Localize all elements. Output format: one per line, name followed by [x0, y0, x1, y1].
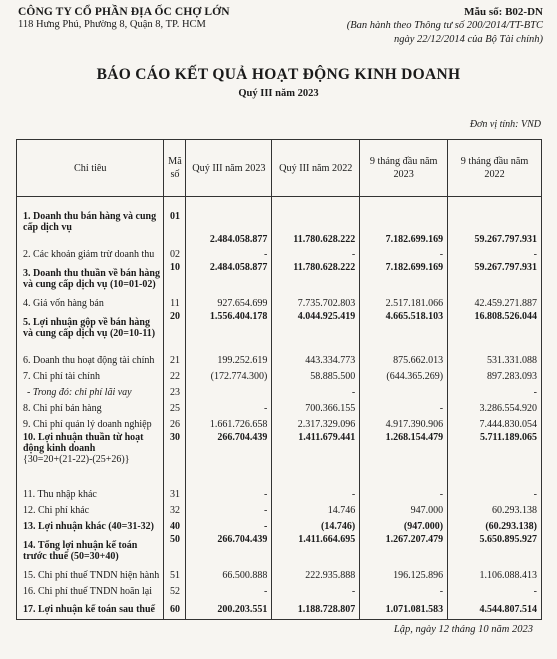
circular-line-1: (Ban hành theo Thông tư số 200/2014/TT-BTC: [346, 20, 543, 31]
cell-9m-2023: 1.267.207.479: [360, 534, 448, 567]
header-q3-2023: Quý III năm 2023: [186, 140, 272, 197]
table-row: [17, 368, 542, 384]
currency-unit: Đơn vị tính: VND: [469, 119, 541, 130]
row-label: 16. Chi phí thuế TNDN hoãn lại: [17, 583, 164, 599]
cell-q3-2022: -: [272, 246, 360, 262]
cell-9m-2022: -: [448, 246, 542, 262]
cell-q3-2023: 2.484.058.877: [186, 262, 272, 295]
table-row: [17, 518, 542, 534]
cell-9m-2022: 59.267.797.931: [448, 262, 542, 295]
row-label: 12. Chi phí khác: [17, 502, 164, 518]
cell-9m-2022: 897.283.093: [448, 368, 542, 384]
table-row: [17, 502, 542, 518]
cell-9m-2022: 4.544.807.514: [448, 599, 542, 620]
cell-q3-2022: 11.780.628.222: [272, 262, 360, 295]
cell-q3-2022: 4.044.925.419: [272, 311, 360, 344]
cell-9m-2023: -: [360, 583, 448, 599]
cell-q3-2022: 222.935.888: [272, 567, 360, 583]
cell-q3-2022: 11.780.628.222: [272, 197, 360, 247]
cell-9m-2023: 2.517.181.066: [360, 295, 448, 311]
cell-q3-2023: -: [186, 400, 272, 416]
cell-q3-2023: 1.661.726.658: [186, 416, 272, 432]
report-period: Quý III năm 2023: [238, 88, 319, 99]
company-address: 118 Hưng Phú, Phường 8, Quận 8, TP. HCM: [18, 19, 206, 30]
cell-q3-2023: -: [186, 518, 272, 534]
row-label: 2. Các khoản giảm trừ doanh thu: [17, 246, 164, 262]
row-code: 52: [164, 583, 186, 599]
row-label: 8. Chi phí bán hàng: [17, 400, 164, 416]
table-header-row: [17, 140, 542, 197]
row-code: 30: [164, 432, 186, 478]
report-date-line: Lập, ngày 12 tháng 10 năm 2023: [393, 624, 533, 635]
cell-q3-2023: -: [186, 502, 272, 518]
cell-9m-2022: 16.808.526.044: [448, 311, 542, 344]
cell-9m-2022: 531.331.088: [448, 352, 542, 368]
row-code: 01: [164, 197, 186, 247]
cell-9m-2023: -: [360, 486, 448, 502]
cell-q3-2023: 199.252.619: [186, 352, 272, 368]
cell-q3-2022: 2.317.329.096: [272, 416, 360, 432]
row-code: 40: [164, 518, 186, 534]
cell-q3-2022: 443.334.773: [272, 352, 360, 368]
row-label: 7. Chi phí tài chính: [17, 368, 164, 384]
row-code: 51: [164, 567, 186, 583]
cell-9m-2023: (947.000): [360, 518, 448, 534]
row-code: 60: [164, 599, 186, 620]
row-label: 5. Lợi nhuận gộp về bán hàng và cung cấp dịch vụ (20=10-11): [17, 311, 164, 344]
cell-q3-2023: 66.500.888: [186, 567, 272, 583]
table-row: [17, 246, 542, 262]
company-name: CÔNG TY CỔ PHẦN ĐỊA ỐC CHỢ LỚN: [18, 6, 230, 18]
cell-q3-2022: 14.746: [272, 502, 360, 518]
cell-9m-2022: 1.106.088.413: [448, 567, 542, 583]
cell-q3-2022: -: [272, 583, 360, 599]
table-row: [17, 262, 542, 295]
form-info: [347, 6, 543, 46]
cell-9m-2023: 4.917.390.906: [360, 416, 448, 432]
cell-q3-2023: 2.484.058.877: [186, 197, 272, 247]
circular-line-2: ngày 22/12/2014 của Bộ Tài chính): [393, 34, 543, 45]
row-code: 32: [164, 502, 186, 518]
cell-9m-2023: 196.125.896: [360, 567, 448, 583]
row-code: 22: [164, 368, 186, 384]
cell-9m-2022: 59.267.797.931: [448, 197, 542, 247]
cell-9m-2023: -: [360, 246, 448, 262]
cell-9m-2022: 5.711.189.065: [448, 432, 542, 478]
cell-9m-2023: 7.182.699.169: [360, 262, 448, 295]
table-row: [17, 295, 542, 311]
spacer-row: [17, 344, 542, 352]
cell-9m-2023: -: [360, 400, 448, 416]
cell-q3-2022: 700.366.155: [272, 400, 360, 416]
cell-9m-2022: 7.444.830.054: [448, 416, 542, 432]
cell-9m-2023: (644.365.269): [360, 368, 448, 384]
cell-9m-2022: -: [448, 486, 542, 502]
cell-q3-2023: -: [186, 246, 272, 262]
header-code: Mã số: [164, 140, 186, 197]
row-code: 10: [164, 262, 186, 295]
header-item: Chỉ tiêu: [17, 140, 164, 197]
cell-q3-2023: 200.203.551: [186, 599, 272, 620]
header-9m-2023: 9 tháng đầu năm 2023: [360, 140, 448, 197]
table-row: [17, 384, 542, 400]
cell-9m-2022: -: [448, 384, 542, 400]
cell-q3-2022: 1.188.728.807: [272, 599, 360, 620]
cell-q3-2022: (14.746): [272, 518, 360, 534]
table-row: [17, 416, 542, 432]
row-label: 11. Thu nhập khác: [17, 486, 164, 502]
row-label: 6. Doanh thu hoạt động tài chính: [17, 352, 164, 368]
cell-9m-2023: 4.665.518.103: [360, 311, 448, 344]
cell-9m-2023: 875.662.013: [360, 352, 448, 368]
cell-q3-2022: -: [272, 486, 360, 502]
table-row: [17, 583, 542, 599]
row-label: 10. Lợi nhuận thuần từ hoạt động kinh doanh {30=20+(21-22)-(25+26)}: [17, 432, 164, 478]
row-code: 25: [164, 400, 186, 416]
income-statement-table: [16, 139, 542, 620]
cell-9m-2023: 1.071.081.583: [360, 599, 448, 620]
spacer-row: [17, 478, 542, 486]
cell-q3-2022: 7.735.702.803: [272, 295, 360, 311]
cell-q3-2023: -: [186, 583, 272, 599]
row-code: 31: [164, 486, 186, 502]
row-code: 50: [164, 534, 186, 567]
row-code: 23: [164, 384, 186, 400]
row-label: 4. Giá vốn hàng bán: [17, 295, 164, 311]
cell-q3-2023: 927.654.699: [186, 295, 272, 311]
row-code: 02: [164, 246, 186, 262]
form-code: Mẫu số: B02-DN: [464, 6, 543, 18]
row-code: 26: [164, 416, 186, 432]
cell-q3-2022: 1.411.664.695: [272, 534, 360, 567]
cell-q3-2023: -: [186, 486, 272, 502]
report-title: BÁO CÁO KẾT QUẢ HOẠT ĐỘNG KINH DOANH: [96, 66, 461, 83]
cell-9m-2023: [360, 384, 448, 400]
table-row: [17, 486, 542, 502]
cell-9m-2023: 947.000: [360, 502, 448, 518]
table-row: [17, 432, 542, 478]
cell-9m-2022: (60.293.138): [448, 518, 542, 534]
cell-q3-2022: 1.411.679.441: [272, 432, 360, 478]
table-row: [17, 567, 542, 583]
cell-q3-2023: 1.556.404.178: [186, 311, 272, 344]
row-label: - Trong đó: chi phí lãi vay: [17, 384, 164, 400]
cell-q3-2022: -: [272, 384, 360, 400]
cell-9m-2023: 7.182.699.169: [360, 197, 448, 247]
table-row: [17, 352, 542, 368]
cell-9m-2022: 42.459.271.887: [448, 295, 542, 311]
cell-q3-2023: 266.704.439: [186, 432, 272, 478]
row-code: 20: [164, 311, 186, 344]
row-code: 21: [164, 352, 186, 368]
cell-9m-2022: -: [448, 583, 542, 599]
cell-9m-2022: 3.286.554.920: [448, 400, 542, 416]
company-header: [18, 6, 230, 30]
cell-q3-2023: [186, 384, 272, 400]
table-row: [17, 400, 542, 416]
row-label: 1. Doanh thu bán hàng và cung cấp dịch vụ: [17, 197, 164, 247]
cell-9m-2022: 5.650.895.927: [448, 534, 542, 567]
row-label: 14. Tổng lợi nhuận kế toán trước thuế (50=30+40): [17, 534, 164, 567]
table-row: [17, 534, 542, 567]
row-label: 13. Lợi nhuận khác (40=31-32): [17, 518, 164, 534]
cell-q3-2022: 58.885.500: [272, 368, 360, 384]
table-row: [17, 197, 542, 247]
cell-9m-2022: 60.293.138: [448, 502, 542, 518]
table-row: [17, 599, 542, 620]
cell-q3-2023: (172.774.300): [186, 368, 272, 384]
row-label: 9. Chi phí quản lý doanh nghiệp: [17, 416, 164, 432]
header-9m-2022: 9 tháng đầu năm 2022: [448, 140, 542, 197]
row-label: 17. Lợi nhuận kế toán sau thuế: [17, 599, 164, 620]
row-code: 11: [164, 295, 186, 311]
row-label: 3. Doanh thu thuần về bán hàng và cung cấp dịch vụ (10=01-02): [17, 262, 164, 295]
row-label: 15. Chi phí thuế TNDN hiện hành: [17, 567, 164, 583]
cell-q3-2023: 266.704.439: [186, 534, 272, 567]
cell-9m-2023: 1.268.154.479: [360, 432, 448, 478]
header-q3-2022: Quý III năm 2022: [272, 140, 360, 197]
table-row: [17, 311, 542, 344]
